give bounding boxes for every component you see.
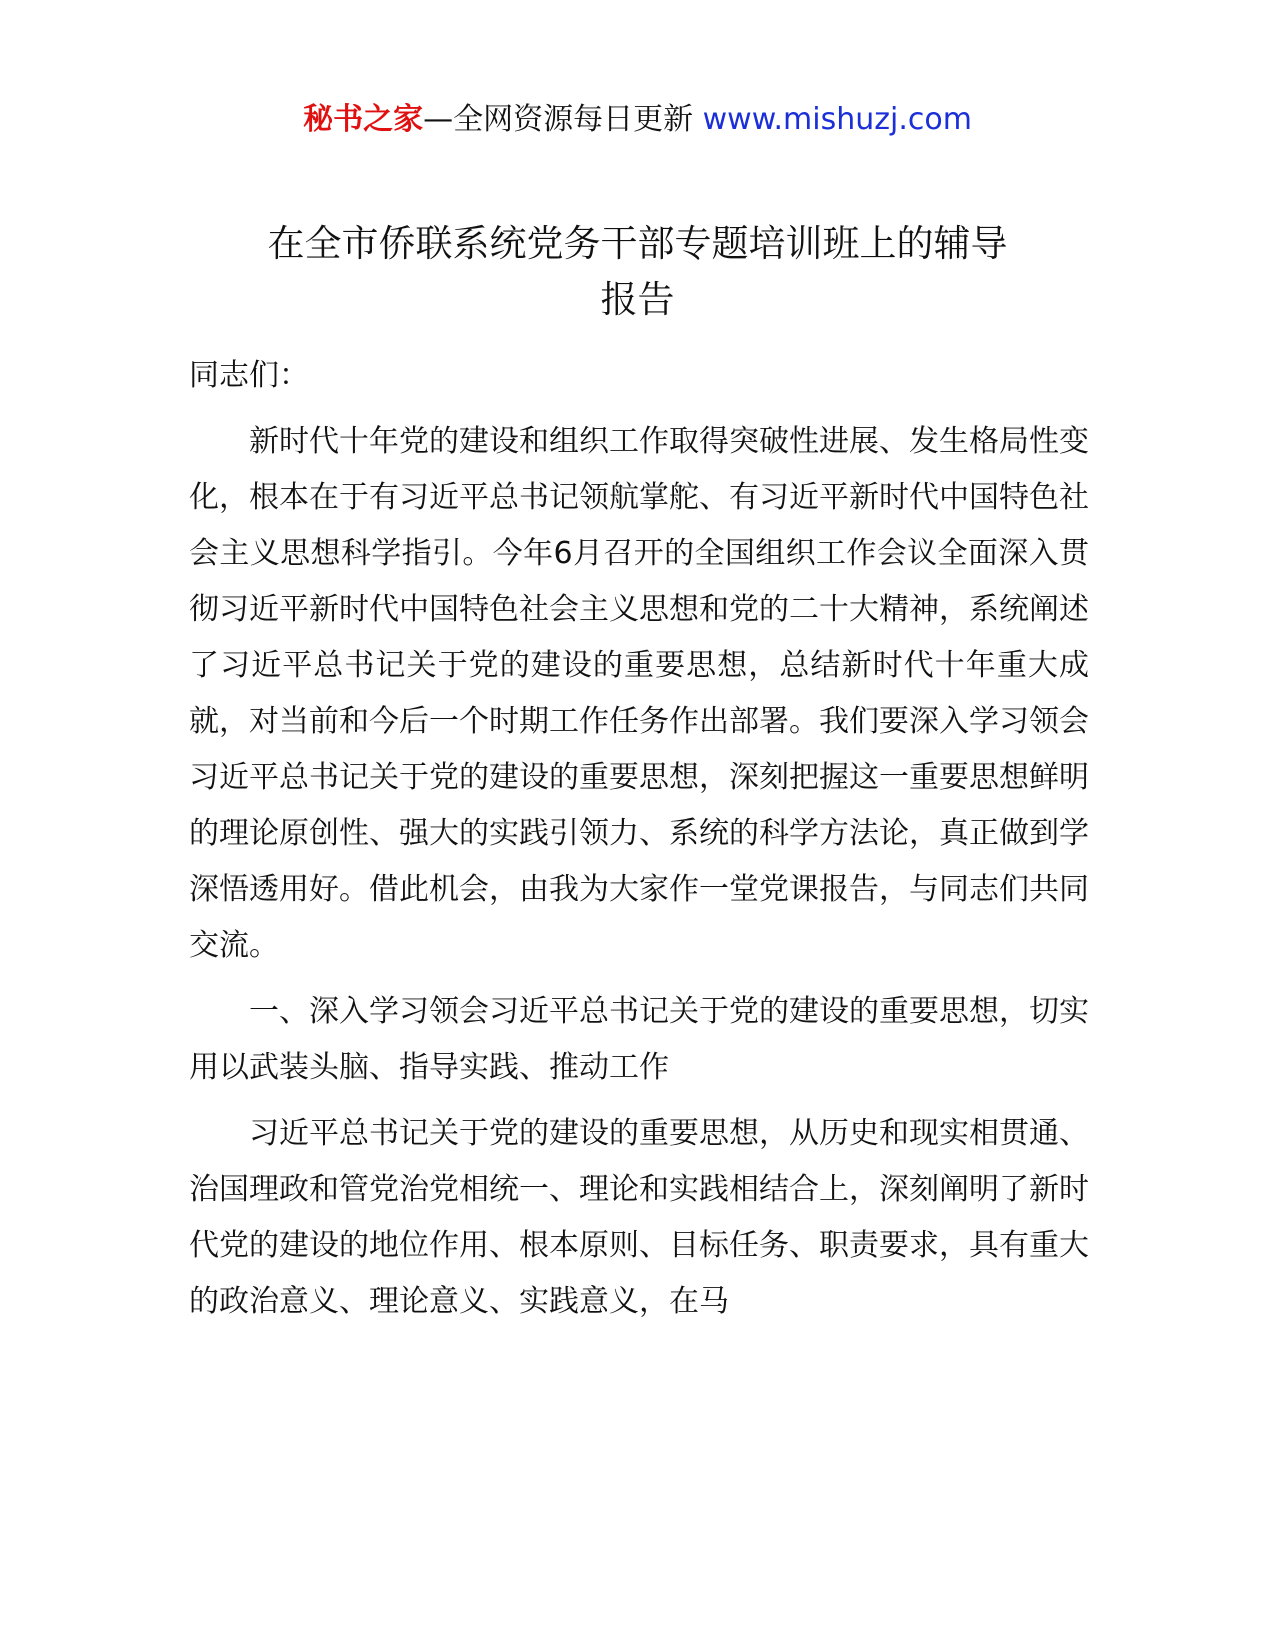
header-tagline: —全网资源每日更新 — [423, 102, 694, 137]
brand-name: 秘书之家 — [303, 102, 424, 137]
site-url-link[interactable]: www.mishuzj.com — [702, 102, 972, 137]
section-heading-1: 一、深入学习领会习近平总书记关于党的建设的重要思想，切实用以武装头脑、指导实践、推动工作 — [189, 994, 1089, 1085]
paragraph-intro: 新时代十年党的建设和组织工作取得突破性进展、发生格局性变化，根本在于有习近平总书记领航掌舵、有习近平新时代中国特色社会主义思想科学指引。今年6月召开的全国组织工作会议全面深入贯彻习近平新时代中国特色社会主义思想和党的二十大精神，系统阐述了习近平总书记关于党的建设的重要思想，总结新时代十年重大成就，对当前和今后一个时期工作任务作出部署。我们要深入学习领会习近平总书记关于党的建设的重要思想，深刻把握这一重要思想鲜明的理论原创性、强大的实践引领力、系统的科学方法论，真正做到学深悟透用好。借此机会，由我为大家作一堂党课报告，与同志们共同交流。 — [189, 424, 1089, 963]
document-title — [180, 216, 1095, 328]
document-title-line-1: 在全市侨联系统党务干部专题培训班上的辅导 — [267, 222, 1008, 265]
paragraph-section-1: 习近平总书记关于党的建设的重要思想，从历史和现实相贯通、治国理政和管党治党相统一、理论和实践相结合上，深刻阐明了新时代党的建设的地位作用、根本原则、目标任务、职责要求，具有重大的政治意义、理论意义、实践意义，在马 — [189, 1116, 1089, 1319]
salutation: 同志们： — [189, 358, 309, 393]
site-header — [0, 98, 1275, 142]
document-body — [189, 348, 1089, 1340]
document-title-line-2: 报告 — [600, 278, 675, 321]
